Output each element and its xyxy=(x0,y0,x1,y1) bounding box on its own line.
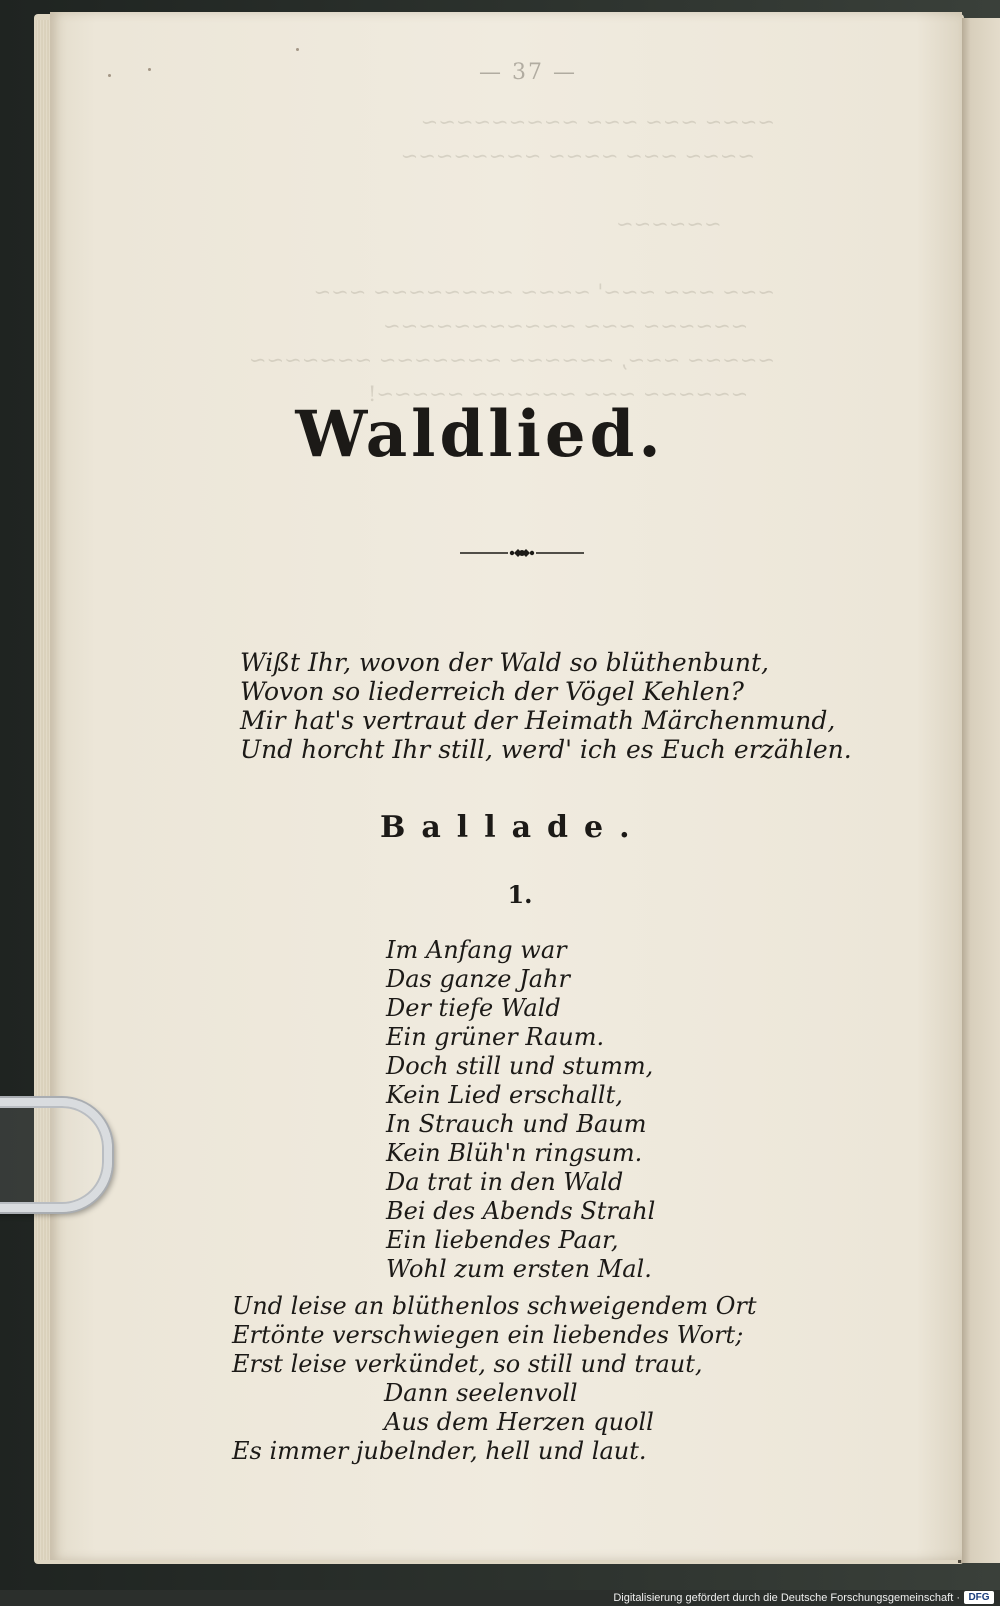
poem-line-indented: Dann seelenvoll xyxy=(384,1379,578,1407)
section-number: 1. xyxy=(507,880,533,909)
poem-stanza-short-lines xyxy=(386,936,655,1284)
poem-line: Bei des Abends Strahl xyxy=(386,1197,656,1225)
dfg-logo: DFG xyxy=(964,1591,994,1604)
poem-line: Im Anfang war xyxy=(386,936,567,964)
poem-line: Erst leise verkündet, so still und traut, xyxy=(232,1350,703,1378)
footer-credit: Digitalisierung gefördert durch die Deutsche Forschungsgemeinschaft · xyxy=(613,1592,960,1604)
paper-clip xyxy=(0,1098,112,1212)
poem-line-indented: Aus dem Herzen quoll xyxy=(384,1408,654,1436)
poem-line: Der tiefe Wald xyxy=(386,994,561,1022)
verse-line: Wovon so liederreich der Vögel Kehlen? xyxy=(240,677,744,706)
poem-line: Kein Lied erschallt, xyxy=(386,1081,623,1109)
poem-line: Da trat in den Wald xyxy=(386,1168,624,1196)
poem-line: In Strauch und Baum xyxy=(386,1110,647,1138)
poem-line: Doch still und stumm, xyxy=(386,1052,654,1080)
poem-line: Ertönte verschwiegen ein liebendes Wort; xyxy=(232,1321,744,1349)
poem-line: Ein liebendes Paar, xyxy=(386,1226,619,1254)
poem-line: Kein Blüh'n ringsum. xyxy=(386,1139,643,1167)
poem-line: Das ganze Jahr xyxy=(386,965,570,993)
paper-speck xyxy=(296,48,299,51)
section-heading: Ballade. xyxy=(380,810,646,845)
poem-line: Ein grüner Raum. xyxy=(386,1023,605,1051)
poem-line: Und leise an blüthenlos schweigendem Ort xyxy=(232,1292,757,1320)
page-title: Waldlied. xyxy=(295,397,665,472)
verse-line: Mir hat's vertraut der Heimath Märchenmund, xyxy=(240,706,836,735)
verse-line: Wißt Ihr, wovon der Wald so blüthenbunt, xyxy=(240,648,769,677)
ornament-divider xyxy=(460,548,584,558)
page-number: — 37 — xyxy=(479,60,577,85)
paper-speck xyxy=(108,74,111,77)
poem-stanza-long-lines xyxy=(232,1292,757,1466)
paper-speck xyxy=(148,68,151,71)
poem-line: Wohl zum ersten Mal. xyxy=(386,1255,652,1283)
intro-verse xyxy=(240,648,852,764)
poem-line: Es immer jubelnder, hell und laut. xyxy=(232,1437,647,1465)
verse-line: Und horcht Ihr still, werd' ich es Euch erzählen. xyxy=(240,735,852,764)
next-page-edge xyxy=(958,18,1000,1563)
